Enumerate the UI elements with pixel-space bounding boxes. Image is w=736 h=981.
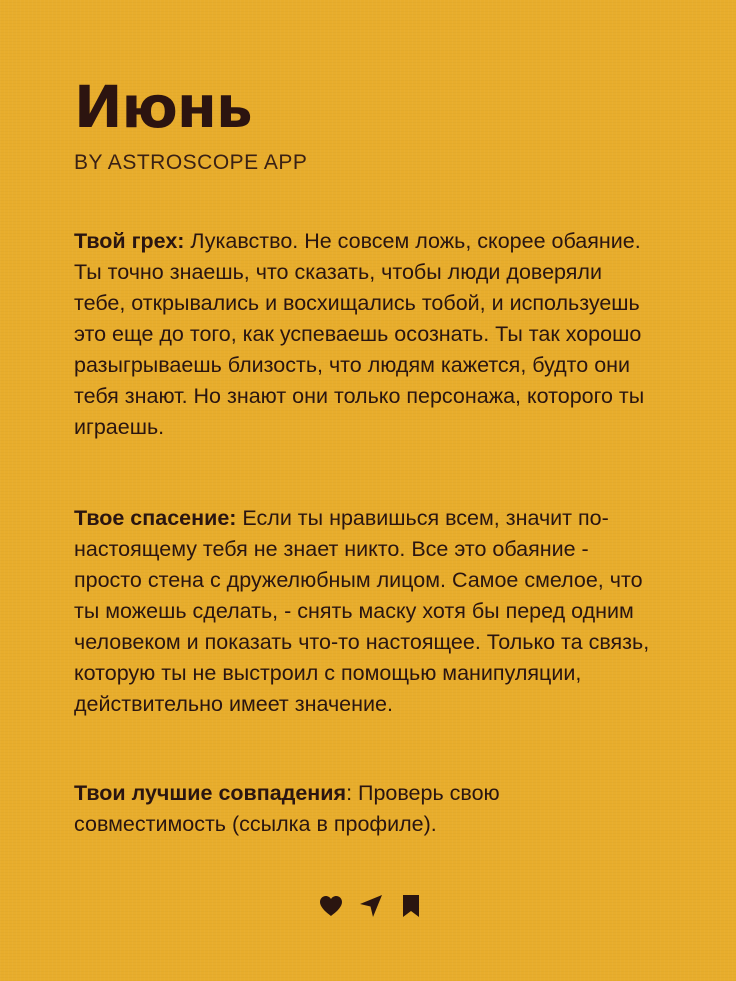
section-sin [74,226,654,443]
send-icon [358,893,384,919]
section-salvation [74,503,654,720]
share-button[interactable] [358,893,384,919]
section-sin-text: Лукавство. Не совсем ложь, скорее обаяние. Ты точно знаешь, что сказать, чтобы люди доверяли тебе, открывались и восхищались тобой, и используешь это еще до того, как успеваешь осознать. Ты так хорошо разыгрываешь близость, что людям кажется, будто они тебя знают. Но знают они только персонажа, которого ты играешь. [74,229,645,439]
section-matches-text: : Проверь свою совместимость (ссылка в профиле). [74,781,500,836]
action-bar [318,893,424,919]
section-salvation-label: Твое спасение: [74,506,237,530]
bookmark-icon [401,893,421,919]
section-matches-label: Твои лучшие совпадения [74,781,347,805]
like-button[interactable] [318,893,344,919]
page-title: Июнь [74,73,252,141]
section-salvation-text: Если ты нравишься всем, значит по-настоящему тебя не знает никто. Все это обаяние - просто стена с дружелюбным лицом. Самое смелое, что ты можешь сделать, - снять маску хотя бы перед одним человеком и показать что-то настоящее. Только та связь, которую ты не выстроил с помощью манипуляции, действительно имеет значение. [74,506,650,716]
section-sin-label: Твой грех: [74,229,185,253]
section-matches [74,778,654,840]
byline: BY ASTROSCOPE APP [74,151,308,174]
bookmark-button[interactable] [398,893,424,919]
heart-icon [318,894,344,918]
horoscope-card [74,70,674,836]
